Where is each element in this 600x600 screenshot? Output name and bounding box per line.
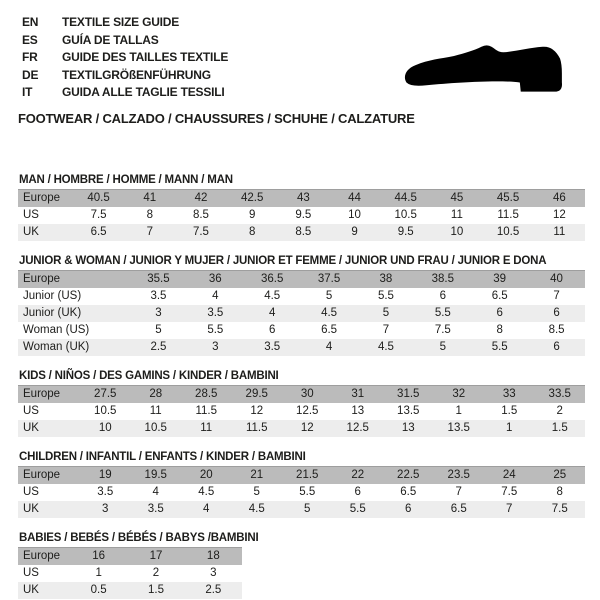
table-row [18, 207, 585, 224]
table-row [18, 547, 242, 565]
size-cell: 6 [383, 501, 434, 518]
size-cell: 5 [325, 290, 333, 302]
size-cell: 13 [351, 405, 365, 417]
size-cell: 8 [146, 209, 153, 221]
row-label: Junior (US) [23, 290, 82, 302]
table-title: JUNIOR & WOMAN / JUNIOR Y MUJER / JUNIOR ET FEMME / JUNIOR UND FRAU / JUNIOR E DONA [19, 254, 547, 267]
size-cell: 35.5 [130, 270, 187, 288]
size-cell: 9.5 [295, 209, 312, 221]
size-cell: 31 [333, 385, 384, 403]
size-cell: 3.5 [187, 305, 244, 322]
size-cell: 5 [414, 339, 471, 356]
table-row [18, 189, 585, 207]
size-cell: 11 [450, 209, 463, 221]
size-cell: 25 [535, 466, 586, 484]
size-cell: 4.5 [198, 486, 215, 498]
size-cell: 4 [152, 486, 159, 498]
size-cell: 8 [227, 224, 278, 241]
size-cell: 42.5 [227, 189, 278, 207]
size-cell: 21 [232, 466, 283, 484]
size-cell: 3.5 [97, 486, 114, 498]
size-cell: 6 [471, 305, 528, 322]
size-cell: 11 [181, 420, 232, 437]
size-cell: 24 [484, 466, 535, 484]
size-cell: 3 [210, 567, 217, 579]
size-cell: 7.5 [90, 209, 107, 221]
shoe-icon [390, 20, 582, 112]
size-cell: 23.5 [434, 466, 485, 484]
size-cell: 6.5 [400, 486, 417, 498]
size-cell: 11.5 [232, 420, 283, 437]
language-code: EN [22, 15, 39, 29]
size-cell: 6.5 [321, 324, 338, 336]
size-cell: 13.5 [434, 420, 485, 437]
table-title: MAN / HOMBRE / HOMME / MANN / MAN [19, 173, 233, 186]
row-label: Europe [18, 189, 73, 207]
size-cell: 3 [130, 305, 187, 322]
size-cell: 3 [80, 501, 131, 518]
size-cell: 7 [382, 324, 390, 336]
size-cell: 5.5 [207, 324, 224, 336]
size-cell: 6 [268, 324, 276, 336]
table-row [18, 420, 585, 437]
size-cell: 5.5 [377, 290, 394, 302]
row-label: UK [18, 582, 70, 599]
size-cell: 6 [528, 339, 585, 356]
language-label: TEXTILGRÖßENFÜHRUNG [62, 67, 211, 82]
size-cell: 33 [484, 385, 535, 403]
language-label: TEXTILE SIZE GUIDE [62, 15, 180, 29]
size-cell: 4.5 [301, 305, 358, 322]
language-code: ES [22, 32, 38, 47]
size-cell: 30 [282, 385, 333, 403]
size-cell: 11.5 [497, 209, 519, 221]
size-cell: 19.5 [131, 466, 182, 484]
size-cell: 21.5 [282, 466, 333, 484]
size-cell: 42 [175, 189, 226, 207]
size-cell: 38 [358, 270, 415, 288]
size-cell: 8 [496, 324, 503, 336]
size-cell: 13.5 [397, 405, 420, 417]
language-code: DE [22, 67, 39, 82]
size-tables [18, 174, 585, 599]
size-cell: 7 [455, 486, 462, 498]
size-cell: 10.5 [483, 224, 534, 241]
row-label: US [23, 405, 39, 417]
size-cell: 10.5 [394, 209, 417, 221]
size-cell: 37.5 [301, 270, 358, 288]
size-cell: 40.5 [73, 189, 124, 207]
size-cell: 29.5 [232, 385, 283, 403]
size-cell: 45.5 [483, 189, 534, 207]
table-row [18, 501, 585, 518]
size-table-section [18, 451, 585, 518]
size-cell: 7 [124, 224, 175, 241]
size-cell: 12 [282, 420, 333, 437]
size-cell: 7 [484, 501, 535, 518]
table-row [18, 403, 585, 420]
table-title: BABIES / BEBÉS / BÉBÉS / BABYS /BAMBINI [19, 531, 259, 544]
table-row [18, 385, 585, 403]
size-cell: 1 [95, 567, 102, 579]
size-cell: 38.5 [414, 270, 471, 288]
size-cell: 8 [556, 486, 563, 498]
size-cell: 4 [301, 339, 358, 356]
size-cell: 10.5 [94, 405, 117, 417]
size-cell: 5.5 [299, 486, 316, 498]
size-cell: 5.5 [333, 501, 384, 518]
size-cell: 4 [181, 501, 232, 518]
language-code: FR [22, 50, 38, 64]
size-table [18, 547, 242, 599]
size-cell: 3 [187, 339, 244, 356]
size-cell: 7.5 [501, 486, 518, 498]
size-cell: 9.5 [380, 224, 431, 241]
size-cell: 8.5 [278, 224, 329, 241]
size-cell: 22.5 [383, 466, 434, 484]
size-cell: 9 [248, 209, 256, 221]
size-cell: 13 [383, 420, 434, 437]
size-cell: 2.5 [130, 339, 187, 356]
size-cell: 1 [455, 405, 462, 417]
row-label: Europe [18, 270, 130, 288]
size-table [18, 385, 585, 437]
row-label: UK [18, 224, 73, 241]
size-cell: 1.5 [535, 420, 586, 437]
size-cell: 10 [348, 209, 361, 221]
size-cell: 1.5 [127, 582, 184, 599]
row-label: Woman (US) [23, 324, 90, 336]
size-cell: 1 [484, 420, 535, 437]
table-title: KIDS / NIÑOS / DES GAMINS / KINDER / BAMBINI [19, 369, 279, 382]
table-row [18, 305, 585, 322]
table-row [18, 288, 585, 305]
size-cell: 11 [534, 224, 585, 241]
size-table-section [18, 370, 585, 437]
table-row [18, 484, 585, 501]
table-row [18, 224, 585, 241]
size-cell: 1.5 [501, 405, 518, 417]
size-table-section [18, 174, 585, 241]
language-label: GUIDE DES TAILLES TEXTILE [62, 50, 229, 64]
size-cell: 39 [471, 270, 528, 288]
size-cell: 10.5 [131, 420, 182, 437]
size-cell: 7.5 [175, 224, 226, 241]
row-label: UK [18, 420, 80, 437]
size-table-section [18, 255, 585, 356]
size-cell: 20 [181, 466, 232, 484]
size-cell: 31.5 [383, 385, 434, 403]
row-label: Woman (UK) [18, 339, 130, 356]
size-cell: 27.5 [80, 385, 131, 403]
size-cell: 22 [333, 466, 384, 484]
size-cell: 5 [155, 324, 162, 336]
size-cell: 9 [329, 224, 380, 241]
size-cell: 32 [434, 385, 485, 403]
size-cell: 4.5 [232, 501, 283, 518]
size-cell: 6.5 [491, 290, 508, 302]
size-cell: 5 [358, 305, 415, 322]
size-cell: 33.5 [535, 385, 586, 403]
size-cell: 18 [185, 547, 242, 565]
size-cell: 12 [552, 209, 566, 221]
row-label: US [23, 486, 39, 498]
size-cell: 44.5 [380, 189, 431, 207]
size-cell: 4 [244, 305, 301, 322]
size-cell: 3.5 [244, 339, 301, 356]
size-cell: 4.5 [264, 290, 281, 302]
table-row [18, 270, 585, 288]
size-cell: 28.5 [181, 385, 232, 403]
size-cell: 7 [553, 290, 560, 302]
row-label: UK [18, 501, 80, 518]
size-cell: 3.5 [150, 290, 167, 302]
size-cell: 12.5 [333, 420, 384, 437]
size-cell: 6 [354, 486, 361, 498]
table-row [18, 322, 585, 339]
size-cell: 6 [528, 305, 585, 322]
category-title: FOOTWEAR / CALZADO / CHAUSSURES / SCHUHE / CALZATURE [18, 110, 415, 126]
size-cell: 3.5 [131, 501, 182, 518]
size-cell: 40 [528, 270, 585, 288]
size-cell: 6.5 [434, 501, 485, 518]
size-cell: 36 [187, 270, 244, 288]
size-cell: 7.5 [535, 501, 586, 518]
table-row [18, 582, 242, 599]
language-code: IT [22, 85, 33, 99]
size-cell: 7.5 [434, 324, 451, 336]
size-cell: 17 [127, 547, 184, 565]
row-label: Europe [18, 385, 80, 403]
size-cell: 6.5 [73, 224, 124, 241]
size-cell: 41 [124, 189, 175, 207]
row-label: Europe [18, 547, 70, 565]
size-cell: 12 [250, 405, 264, 417]
language-label: GUIDA ALLE TAGLIE TESSILI [62, 85, 225, 99]
size-cell: 44 [329, 189, 380, 207]
size-table-section [18, 532, 585, 599]
size-cell: 4.5 [358, 339, 415, 356]
size-cell: 28 [131, 385, 182, 403]
table-title: CHILDREN / INFANTIL / ENFANTS / KINDER / BAMBINI [19, 450, 306, 463]
size-cell: 11 [149, 405, 162, 417]
size-cell: 10 [80, 420, 131, 437]
row-label: US [23, 567, 39, 579]
size-table [18, 270, 585, 356]
size-cell: 43 [278, 189, 329, 207]
size-cell: 4 [212, 290, 219, 302]
size-cell: 12.5 [296, 405, 319, 417]
size-cell: 0.5 [70, 582, 127, 599]
size-cell: 8.5 [192, 209, 209, 221]
size-cell: 5 [253, 486, 260, 498]
size-cell: 5 [282, 501, 333, 518]
size-cell: 36.5 [244, 270, 301, 288]
size-table [18, 466, 585, 518]
size-cell: 10 [431, 224, 482, 241]
table-row [18, 466, 585, 484]
table-row [18, 565, 242, 582]
row-label: Junior (UK) [18, 305, 130, 322]
size-cell: 5.5 [414, 305, 471, 322]
table-row [18, 339, 585, 356]
size-cell: 16 [70, 547, 127, 565]
size-cell: 11.5 [195, 405, 218, 417]
size-cell: 2.5 [185, 582, 242, 599]
size-table [18, 189, 585, 241]
size-cell: 2 [152, 567, 160, 579]
size-cell: 2 [556, 405, 563, 417]
size-cell: 6 [439, 290, 447, 302]
size-cell: 5.5 [471, 339, 528, 356]
size-cell: 8.5 [548, 324, 565, 336]
row-label: Europe [18, 466, 80, 484]
size-cell: 46 [534, 189, 585, 207]
row-label: US [23, 209, 39, 221]
language-label: GUÍA DE TALLAS [62, 32, 159, 47]
size-cell: 19 [80, 466, 131, 484]
size-cell: 45 [431, 189, 482, 207]
